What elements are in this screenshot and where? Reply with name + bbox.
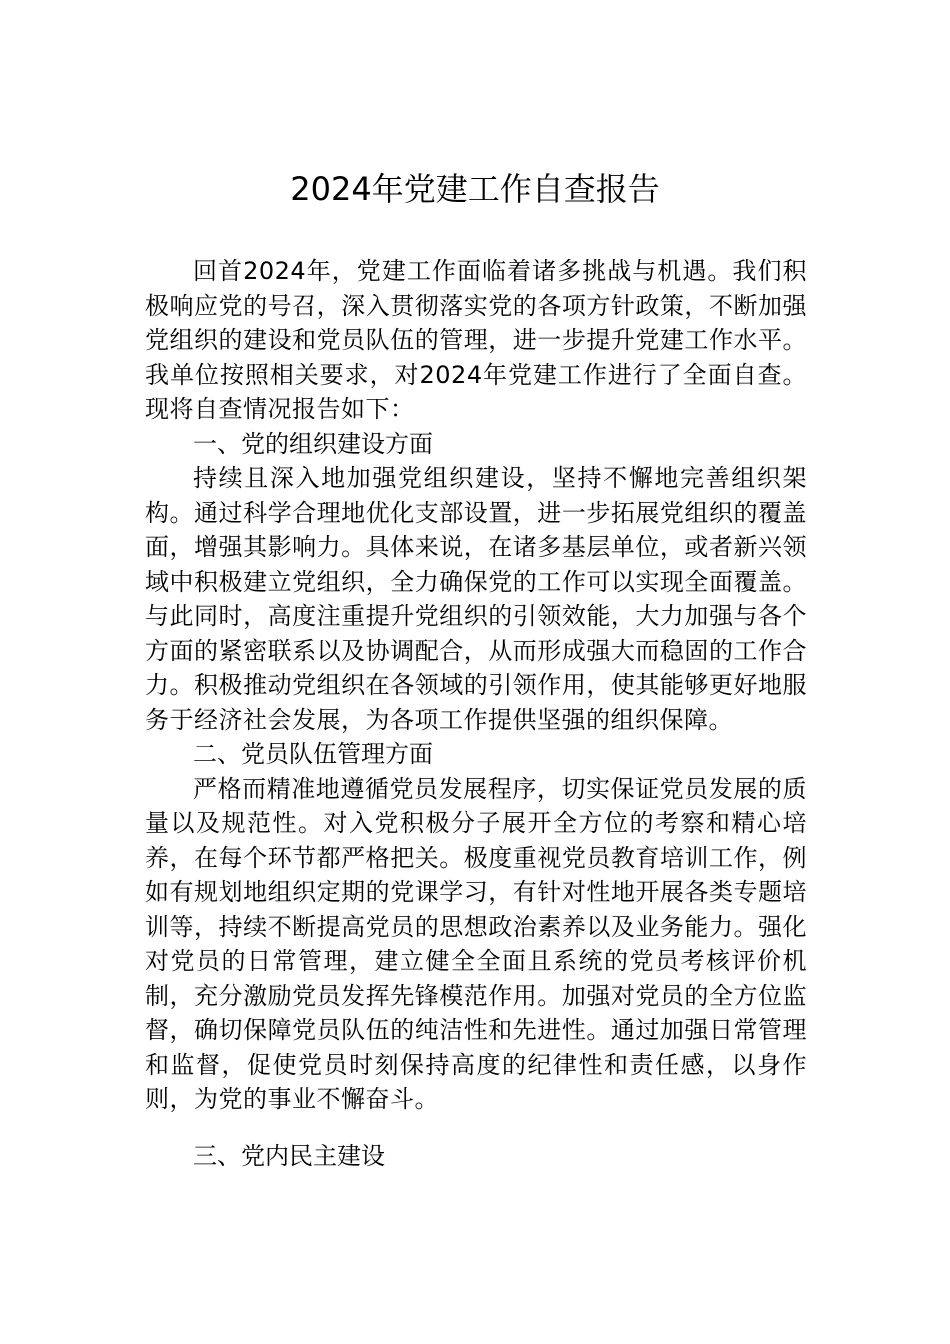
- section-heading-members: 二、党员队伍管理方面: [193, 740, 433, 768]
- section-body-members: 严格而精准地遵循党员发展程序，切实保证党员发展的质量以及规范性。对入党积极分子展开全方位的考察和精心培养，在每个环节都严格把关。极度重视党员教育培训工作，例如有规划地组织定期的党课学习，有针对性地开展各类专题培训等，持续不断提高党员的思想政治素养以及业务能力。强化对党员的日常管理，建立健全全面且系统的党员考核评价机制，充分激励党员发挥先锋模范作用。加强对党员的全方位监督，确切保障党员队伍的纯洁性和先进性。通过加强日常管理和监督，促使党员时刻保持高度的纪律性和责任感，以身作则，为党的事业不懈奋斗。: [145, 774, 807, 1113]
- section-spacer: [145, 1117, 807, 1139]
- section-heading-organization: 一、党的组织建设方面: [193, 429, 433, 458]
- document-body: [145, 254, 807, 1173]
- intro-paragraph: 回首2024年，党建工作面临着诸多挑战与机遇。我们积极响应党的号召，深入贯彻落实党的各项方针政策，不断加强党组织的建设和党员队伍的管理，进一步提升党建工作水平。我单位按照相关要求，对2024年党建工作进行了全面自查。现将自查情况报告如下：: [145, 257, 807, 423]
- document-title: 2024年党建工作自查报告: [290, 170, 660, 208]
- section-heading-democracy: 三、党内民主建设: [193, 1141, 385, 1170]
- section-body-organization: 持续且深入地加强党组织建设，坚持不懈地完善组织架构。通过科学合理地优化支部设置，进一步拓展党组织的覆盖面，增强其影响力。具体来说，在诸多基层单位，或者新兴领域中积极建立党组织，全力确保党的工作可以实现全面覆盖。与此同时，高度注重提升党组织的引领效能，大力加强与各个方面的紧密联系以及协调配合，从而形成强大而稳固的工作合力。积极推动党组织在各领域的引领作用，使其能够更好地服务于经济社会发展，为各项工作提供坚强的组织保障。: [145, 464, 807, 734]
